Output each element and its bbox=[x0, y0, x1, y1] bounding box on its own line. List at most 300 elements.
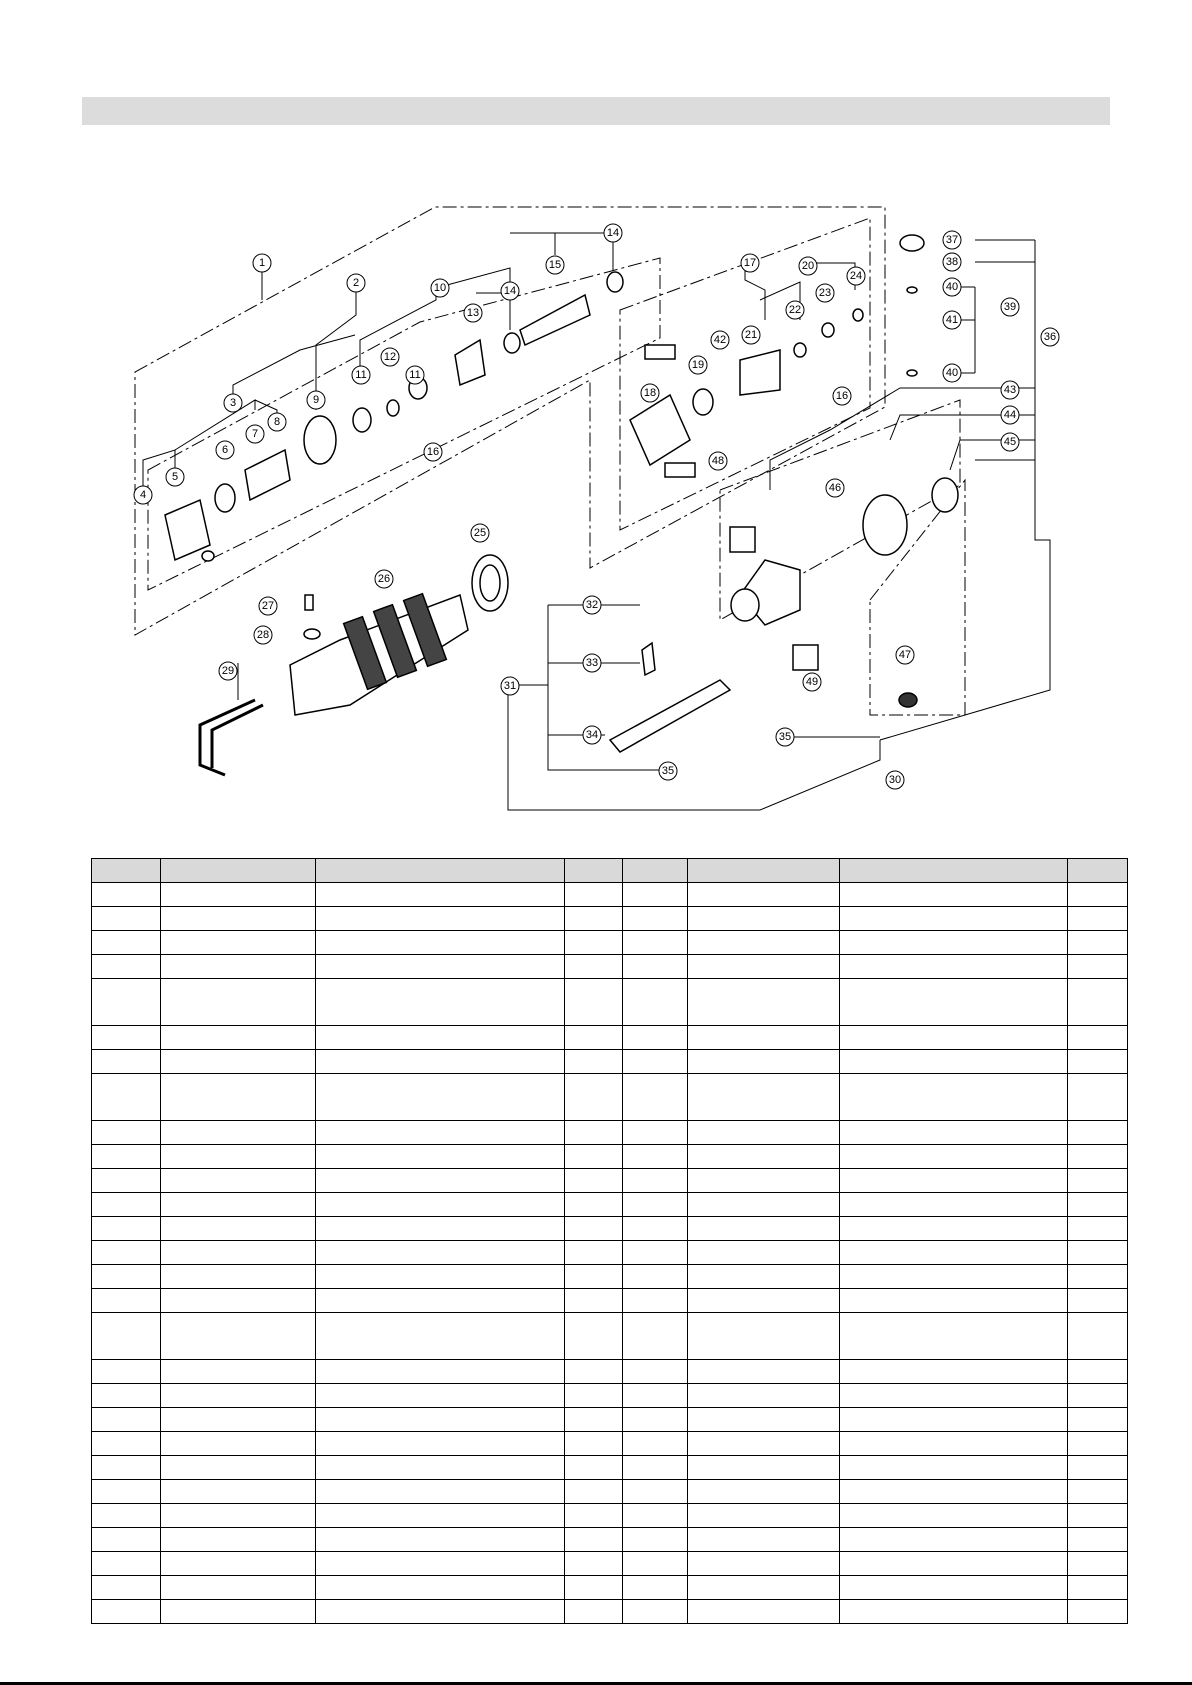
table-cell bbox=[623, 1600, 688, 1624]
table-cell bbox=[161, 1552, 316, 1576]
table-cell bbox=[1068, 1528, 1128, 1552]
table-cell bbox=[92, 1504, 161, 1528]
table-cell bbox=[840, 1289, 1068, 1313]
table-cell bbox=[565, 1384, 623, 1408]
callout-15: 15 bbox=[548, 259, 562, 271]
table-cell bbox=[565, 1576, 623, 1600]
table-cell bbox=[161, 1313, 316, 1360]
table-row bbox=[92, 1408, 1128, 1432]
callout-12: 12 bbox=[383, 351, 397, 363]
callout-35: 35 bbox=[661, 765, 675, 777]
table-cell bbox=[1068, 1265, 1128, 1289]
table-cell bbox=[688, 1456, 840, 1480]
table-cell bbox=[840, 1193, 1068, 1217]
table-cell bbox=[1068, 1384, 1128, 1408]
callout-29: 29 bbox=[221, 665, 235, 677]
table-cell bbox=[161, 883, 316, 907]
callout-11: 11 bbox=[409, 369, 421, 381]
table-cell bbox=[688, 1384, 840, 1408]
table-cell bbox=[688, 1576, 840, 1600]
table-cell bbox=[688, 1360, 840, 1384]
table-row bbox=[92, 1313, 1128, 1360]
callout-5: 5 bbox=[171, 471, 179, 483]
callout-24: 24 bbox=[849, 270, 863, 282]
header-cell bbox=[623, 859, 688, 883]
table-cell bbox=[161, 1408, 316, 1432]
table-cell bbox=[623, 1026, 688, 1050]
table-cell bbox=[1068, 1241, 1128, 1265]
table-cell bbox=[623, 1050, 688, 1074]
callout-3: 3 bbox=[229, 397, 237, 409]
table-cell bbox=[316, 1456, 565, 1480]
callout-22: 22 bbox=[788, 304, 802, 316]
table-row bbox=[92, 931, 1128, 955]
callout-37: 37 bbox=[945, 234, 959, 246]
table-cell bbox=[688, 1217, 840, 1241]
callout-34: 34 bbox=[585, 729, 599, 741]
table-cell bbox=[92, 1050, 161, 1074]
table-cell bbox=[92, 907, 161, 931]
table-row bbox=[92, 979, 1128, 1026]
callout-43: 43 bbox=[1003, 384, 1017, 396]
table-cell bbox=[1068, 1432, 1128, 1456]
table-row bbox=[92, 1241, 1128, 1265]
table-cell bbox=[840, 1408, 1068, 1432]
table-cell bbox=[316, 1217, 565, 1241]
table-cell bbox=[316, 1528, 565, 1552]
table-cell bbox=[161, 1265, 316, 1289]
callout-38: 38 bbox=[945, 256, 959, 268]
table-row bbox=[92, 1121, 1128, 1145]
table-cell bbox=[1068, 1026, 1128, 1050]
table-cell bbox=[161, 1241, 316, 1265]
table-cell bbox=[840, 1241, 1068, 1265]
table-cell bbox=[688, 979, 840, 1026]
table-row bbox=[92, 1265, 1128, 1289]
table-cell bbox=[161, 1217, 316, 1241]
callout-16: 16 bbox=[426, 446, 440, 458]
table-cell bbox=[565, 1456, 623, 1480]
table-cell bbox=[1068, 1552, 1128, 1576]
table-cell bbox=[316, 883, 565, 907]
callout-40: 40 bbox=[945, 367, 959, 379]
table-cell bbox=[688, 1408, 840, 1432]
table-cell bbox=[565, 1480, 623, 1504]
table-cell bbox=[316, 1026, 565, 1050]
callout-32: 32 bbox=[585, 599, 599, 611]
callout-13: 13 bbox=[466, 307, 480, 319]
table-cell bbox=[840, 883, 1068, 907]
table-cell bbox=[92, 1360, 161, 1384]
table-cell bbox=[316, 955, 565, 979]
table-row bbox=[92, 1050, 1128, 1074]
table-cell bbox=[316, 1408, 565, 1432]
table-cell bbox=[840, 1504, 1068, 1528]
header-cell bbox=[92, 859, 161, 883]
parts-table-body bbox=[92, 883, 1128, 1624]
table-cell bbox=[623, 1576, 688, 1600]
table-cell bbox=[840, 979, 1068, 1026]
table-cell bbox=[623, 1432, 688, 1456]
table-cell bbox=[623, 1480, 688, 1504]
callout-40: 40 bbox=[945, 281, 959, 293]
table-cell bbox=[565, 1360, 623, 1384]
table-cell bbox=[1068, 1050, 1128, 1074]
table-cell bbox=[623, 1074, 688, 1121]
table-cell bbox=[688, 1193, 840, 1217]
table-cell bbox=[565, 955, 623, 979]
callout-49: 49 bbox=[805, 676, 819, 688]
table-cell bbox=[1068, 1480, 1128, 1504]
table-cell bbox=[840, 955, 1068, 979]
table-cell bbox=[623, 1313, 688, 1360]
table-cell bbox=[316, 931, 565, 955]
table-cell bbox=[565, 1145, 623, 1169]
table-row bbox=[92, 1552, 1128, 1576]
table-cell bbox=[161, 1026, 316, 1050]
table-cell bbox=[161, 1600, 316, 1624]
table-cell bbox=[316, 1241, 565, 1265]
header-cell bbox=[1068, 859, 1128, 883]
callout-30: 30 bbox=[888, 774, 902, 786]
table-row bbox=[92, 1384, 1128, 1408]
table-cell bbox=[840, 1480, 1068, 1504]
table-cell bbox=[623, 1145, 688, 1169]
table-row bbox=[92, 1432, 1128, 1456]
table-cell bbox=[688, 1504, 840, 1528]
table-cell bbox=[316, 1313, 565, 1360]
table-row bbox=[92, 1600, 1128, 1624]
table-cell bbox=[840, 1145, 1068, 1169]
table-cell bbox=[92, 1313, 161, 1360]
table-cell bbox=[92, 931, 161, 955]
table-cell bbox=[688, 1241, 840, 1265]
callout-36: 36 bbox=[1043, 331, 1057, 343]
table-cell bbox=[840, 1576, 1068, 1600]
table-cell bbox=[161, 1456, 316, 1480]
table-cell bbox=[840, 907, 1068, 931]
table-cell bbox=[688, 907, 840, 931]
table-cell bbox=[688, 1528, 840, 1552]
table-cell bbox=[688, 931, 840, 955]
table-cell bbox=[1068, 1074, 1128, 1121]
table-cell bbox=[565, 907, 623, 931]
table-cell bbox=[92, 979, 161, 1026]
table-cell bbox=[565, 1217, 623, 1241]
callout-42: 42 bbox=[713, 334, 727, 346]
callout-18: 18 bbox=[643, 387, 657, 399]
table-cell bbox=[840, 1528, 1068, 1552]
table-cell bbox=[688, 1145, 840, 1169]
callout-39: 39 bbox=[1003, 301, 1017, 313]
header-cell bbox=[161, 859, 316, 883]
table-cell bbox=[688, 1265, 840, 1289]
table-cell bbox=[623, 1552, 688, 1576]
header-cell bbox=[565, 859, 623, 883]
table-cell bbox=[688, 1600, 840, 1624]
callout-1: 1 bbox=[258, 257, 266, 269]
table-cell bbox=[92, 1408, 161, 1432]
table-cell bbox=[316, 907, 565, 931]
callout-8: 8 bbox=[273, 416, 281, 428]
table-cell bbox=[92, 1576, 161, 1600]
table-cell bbox=[1068, 1408, 1128, 1432]
callout-21: 21 bbox=[744, 329, 758, 341]
table-row bbox=[92, 1193, 1128, 1217]
table-cell bbox=[92, 1145, 161, 1169]
callout-28: 28 bbox=[256, 629, 270, 641]
table-cell bbox=[161, 1050, 316, 1074]
callout-46: 46 bbox=[828, 482, 842, 494]
table-cell bbox=[92, 955, 161, 979]
table-cell bbox=[92, 1265, 161, 1289]
table-cell bbox=[565, 1074, 623, 1121]
table-cell bbox=[565, 1193, 623, 1217]
table-cell bbox=[840, 1074, 1068, 1121]
callout-20: 20 bbox=[801, 260, 815, 272]
table-cell bbox=[161, 1576, 316, 1600]
table-cell bbox=[1068, 1289, 1128, 1313]
table-cell bbox=[840, 1050, 1068, 1074]
table-cell bbox=[316, 1121, 565, 1145]
table-cell bbox=[316, 1050, 565, 1074]
table-cell bbox=[840, 1432, 1068, 1456]
table-cell bbox=[92, 1121, 161, 1145]
table-cell bbox=[316, 979, 565, 1026]
table-cell bbox=[623, 1384, 688, 1408]
table-cell bbox=[1068, 1121, 1128, 1145]
table-row bbox=[92, 1145, 1128, 1169]
table-cell bbox=[565, 979, 623, 1026]
table-cell bbox=[92, 1600, 161, 1624]
table-cell bbox=[92, 1528, 161, 1552]
table-row bbox=[92, 1169, 1128, 1193]
table-cell bbox=[565, 1265, 623, 1289]
callout-27: 27 bbox=[261, 600, 275, 612]
table-cell bbox=[688, 1480, 840, 1504]
table-cell bbox=[316, 1193, 565, 1217]
table-cell bbox=[688, 1432, 840, 1456]
table-cell bbox=[840, 1456, 1068, 1480]
table-row bbox=[92, 1456, 1128, 1480]
table-cell bbox=[92, 1289, 161, 1313]
table-cell bbox=[161, 1193, 316, 1217]
table-cell bbox=[1068, 1360, 1128, 1384]
table-cell bbox=[565, 1552, 623, 1576]
table-cell bbox=[688, 1074, 840, 1121]
header-cell bbox=[840, 859, 1068, 883]
callout-17: 17 bbox=[743, 257, 757, 269]
table-cell bbox=[1068, 1504, 1128, 1528]
table-cell bbox=[565, 1026, 623, 1050]
table-cell bbox=[316, 1504, 565, 1528]
table-cell bbox=[316, 1289, 565, 1313]
table-cell bbox=[840, 1265, 1068, 1289]
table-cell bbox=[161, 1528, 316, 1552]
table-row bbox=[92, 907, 1128, 931]
table-cell bbox=[623, 1169, 688, 1193]
table-cell bbox=[161, 1360, 316, 1384]
table-cell bbox=[161, 907, 316, 931]
callout-25: 25 bbox=[473, 527, 487, 539]
callout-45: 45 bbox=[1003, 436, 1017, 448]
table-cell bbox=[565, 1121, 623, 1145]
table-cell bbox=[316, 1360, 565, 1384]
table-cell bbox=[92, 1193, 161, 1217]
table-cell bbox=[92, 1432, 161, 1456]
table-cell bbox=[1068, 1313, 1128, 1360]
table-cell bbox=[1068, 1456, 1128, 1480]
table-cell bbox=[688, 955, 840, 979]
table-cell bbox=[316, 1600, 565, 1624]
table-cell bbox=[565, 1169, 623, 1193]
table-cell bbox=[1068, 883, 1128, 907]
table-cell bbox=[161, 1504, 316, 1528]
table-cell bbox=[161, 1480, 316, 1504]
table-cell bbox=[316, 1384, 565, 1408]
callout-11: 11 bbox=[355, 369, 367, 381]
table-cell bbox=[623, 907, 688, 931]
callout-16: 16 bbox=[835, 390, 849, 402]
table-cell bbox=[92, 1384, 161, 1408]
table-cell bbox=[1068, 1145, 1128, 1169]
callout-6: 6 bbox=[221, 444, 229, 456]
header-cell bbox=[316, 859, 565, 883]
table-cell bbox=[161, 1145, 316, 1169]
table-cell bbox=[1068, 1576, 1128, 1600]
table-cell bbox=[840, 1384, 1068, 1408]
table-row bbox=[92, 1289, 1128, 1313]
table-cell bbox=[161, 955, 316, 979]
table-row bbox=[92, 1026, 1128, 1050]
table-row bbox=[92, 1528, 1128, 1552]
table-cell bbox=[565, 1289, 623, 1313]
table-cell bbox=[565, 1241, 623, 1265]
table-row bbox=[92, 1480, 1128, 1504]
table-cell bbox=[840, 1600, 1068, 1624]
table-cell bbox=[161, 979, 316, 1026]
table-cell bbox=[840, 1217, 1068, 1241]
table-cell bbox=[565, 883, 623, 907]
callout-35: 35 bbox=[778, 731, 792, 743]
table-cell bbox=[316, 1169, 565, 1193]
table-cell bbox=[92, 1026, 161, 1050]
table-cell bbox=[316, 1480, 565, 1504]
callout-14: 14 bbox=[503, 285, 517, 297]
table-cell bbox=[565, 1313, 623, 1360]
callout-48: 48 bbox=[711, 455, 725, 467]
table-cell bbox=[161, 1169, 316, 1193]
table-cell bbox=[1068, 931, 1128, 955]
table-cell bbox=[623, 1408, 688, 1432]
table-cell bbox=[565, 1504, 623, 1528]
table-cell bbox=[1068, 907, 1128, 931]
table-cell bbox=[316, 1576, 565, 1600]
table-cell bbox=[1068, 979, 1128, 1026]
table-cell bbox=[1068, 1193, 1128, 1217]
table-cell bbox=[840, 1313, 1068, 1360]
table-cell bbox=[840, 1169, 1068, 1193]
table-cell bbox=[161, 931, 316, 955]
header-cell bbox=[688, 859, 840, 883]
table-cell bbox=[688, 1050, 840, 1074]
table-cell bbox=[92, 883, 161, 907]
table-cell bbox=[92, 1241, 161, 1265]
table-cell bbox=[688, 1289, 840, 1313]
table-cell bbox=[316, 1074, 565, 1121]
callout-26: 26 bbox=[377, 573, 391, 585]
table-cell bbox=[688, 1313, 840, 1360]
table-cell bbox=[92, 1552, 161, 1576]
table-cell bbox=[688, 1026, 840, 1050]
table-cell bbox=[316, 1432, 565, 1456]
callout-31: 31 bbox=[503, 680, 517, 692]
table-cell bbox=[1068, 1217, 1128, 1241]
table-cell bbox=[623, 1456, 688, 1480]
table-cell bbox=[161, 1289, 316, 1313]
callout-33: 33 bbox=[585, 657, 599, 669]
table-row bbox=[92, 883, 1128, 907]
callout-14: 14 bbox=[606, 227, 620, 239]
table-cell bbox=[565, 931, 623, 955]
table-cell bbox=[623, 1289, 688, 1313]
table-cell bbox=[565, 1408, 623, 1432]
table-cell bbox=[623, 1193, 688, 1217]
parts-list-table bbox=[91, 858, 1128, 1624]
exploded-parts-diagram bbox=[0, 0, 1192, 830]
table-row bbox=[92, 1504, 1128, 1528]
table-cell bbox=[1068, 1600, 1128, 1624]
table-cell bbox=[1068, 955, 1128, 979]
callout-44: 44 bbox=[1003, 409, 1017, 421]
table-cell bbox=[316, 1552, 565, 1576]
table-cell bbox=[92, 1480, 161, 1504]
table-cell bbox=[161, 1432, 316, 1456]
table-cell bbox=[316, 1265, 565, 1289]
table-row bbox=[92, 1217, 1128, 1241]
table-cell bbox=[623, 979, 688, 1026]
table-header-row bbox=[92, 859, 1128, 883]
table-cell bbox=[623, 1528, 688, 1552]
table-cell bbox=[92, 1456, 161, 1480]
table-cell bbox=[1068, 1169, 1128, 1193]
table-cell bbox=[92, 1217, 161, 1241]
table-cell bbox=[161, 1074, 316, 1121]
table-row bbox=[92, 955, 1128, 979]
table-cell bbox=[688, 1552, 840, 1576]
table-cell bbox=[565, 1600, 623, 1624]
callout-47: 47 bbox=[898, 649, 912, 661]
table-cell bbox=[623, 955, 688, 979]
callout-4: 4 bbox=[139, 489, 147, 501]
table-cell bbox=[623, 1504, 688, 1528]
table-cell bbox=[161, 1121, 316, 1145]
callout-41: 41 bbox=[945, 314, 959, 326]
callout-9: 9 bbox=[312, 394, 320, 406]
table-cell bbox=[565, 1528, 623, 1552]
table-cell bbox=[623, 1360, 688, 1384]
table-cell bbox=[161, 1384, 316, 1408]
table-cell bbox=[688, 1121, 840, 1145]
table-cell bbox=[840, 1552, 1068, 1576]
table-cell bbox=[840, 1026, 1068, 1050]
table-cell bbox=[623, 883, 688, 907]
table-cell bbox=[688, 1169, 840, 1193]
table-cell bbox=[92, 1169, 161, 1193]
table-cell bbox=[623, 1217, 688, 1241]
table-row bbox=[92, 1576, 1128, 1600]
table-cell bbox=[565, 1432, 623, 1456]
